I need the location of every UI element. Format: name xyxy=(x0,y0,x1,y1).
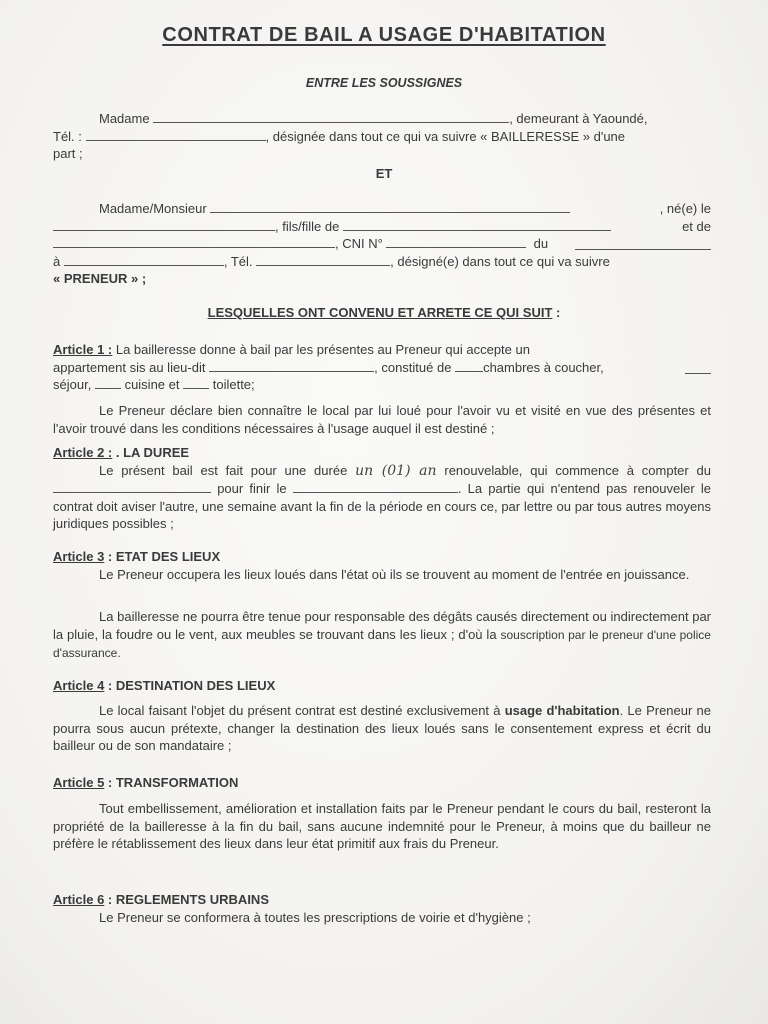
tenant-du-label: du xyxy=(533,236,549,251)
tenant-block xyxy=(53,200,711,288)
article-1-kitchen-blank xyxy=(95,377,121,389)
article-4-text-b: . Le Preneur ne pourra sous aucun prétexte, changer la destination des lieux loués sans le consentement express et écrit du bailleur ou de son mandataire ; xyxy=(53,703,711,753)
lessor-label: Madame xyxy=(99,111,150,126)
tenant-tel-blank xyxy=(256,254,390,266)
article-4-text-a: Le local faisant l'objet du présent contrat est destiné exclusivement à xyxy=(99,703,501,718)
tenant-father-blank xyxy=(343,219,611,231)
article-1-toilet: toilette; xyxy=(212,377,255,392)
tenant-label: Madame/Monsieur xyxy=(99,201,207,216)
article-1-location-blank xyxy=(209,360,374,372)
lessor-part: part ; xyxy=(53,146,83,161)
article-4 xyxy=(53,677,711,695)
article-1-label: Article 1 : xyxy=(53,342,113,357)
lessor-block xyxy=(53,110,711,163)
article-2-label: Article 2 : xyxy=(53,445,113,460)
handwritten-duration: un (01) an xyxy=(355,462,437,479)
article-3 xyxy=(53,548,711,583)
article-2-text-b: renouvelable, qui commence à compter du xyxy=(444,462,711,478)
tenant-mother-blank xyxy=(53,236,335,248)
tenant-born: , né(e) le xyxy=(659,201,711,216)
article-5 xyxy=(53,774,711,792)
and-separator: ET xyxy=(375,166,393,181)
article-3-para-2-end: souscription par le preneur d'une police d'assurance. xyxy=(53,627,711,660)
article-1-para-2-text: Le Preneur déclare bien connaître le local par lui loué pour l'avoir vu et visité en vue des présentes et l'avoir trouvé dans les conditions nécessaires à l'usage auquel il est destiné ; xyxy=(53,403,711,436)
article-2-text-c: pour finir le xyxy=(217,481,287,496)
article-2-end-blank xyxy=(293,481,458,493)
article-3-para-2 xyxy=(53,608,711,663)
lessor-name-blank xyxy=(153,111,509,123)
tenant-cni-label: , CNI N° xyxy=(335,236,383,251)
article-5-text: Tout embellissement, amélioration et installation faits par le Preneur pendant le cours du bail, resteront la propriété de la bailleresse à la fin du bail, sans aucune indemnité pour le Preneur, à moins que du bailleur ne préfère le rétablissement des lieux dans leur état primitif aux frais du Preneur. xyxy=(53,801,711,851)
article-3-label: Article 3 xyxy=(53,549,105,564)
parties-subtitle: ENTRE LES SOUSSIGNES xyxy=(305,76,463,90)
article-1-living-blank xyxy=(685,362,711,374)
tenant-tel-label: , Tél. xyxy=(223,253,253,269)
article-1 xyxy=(53,341,711,394)
article-4-usage: usage d'habitation xyxy=(504,703,620,718)
article-3-heading: : ETAT DES LIEUX xyxy=(104,549,221,564)
article-4-body xyxy=(53,702,711,755)
article-1-location: appartement sis au lieu-dit xyxy=(53,359,206,375)
article-1-composed: , constitué de xyxy=(374,359,452,375)
article-5-label: Article 5 xyxy=(53,775,105,790)
lessor-residence: , demeurant à Yaoundé, xyxy=(509,111,648,126)
document-title: CONTRAT DE BAIL A USAGE D'HABITATION xyxy=(162,24,606,46)
article-1-text: La bailleresse donne à bail par les présentes au Preneur qui accepte un xyxy=(112,342,530,357)
tenant-and-of: et de xyxy=(682,218,711,234)
article-1-para-2 xyxy=(53,402,711,437)
tenant-name-blank xyxy=(210,201,570,213)
article-4-label: Article 4 xyxy=(53,678,105,693)
article-2-start-blank xyxy=(53,481,211,493)
tenant-birth-blank xyxy=(53,219,275,231)
article-5-heading: : TRANSFORMATION xyxy=(104,775,239,790)
article-2 xyxy=(53,444,711,533)
article-1-kitchen: cuisine et xyxy=(124,377,180,392)
article-5-body xyxy=(53,800,711,853)
article-3-para-2-text: La bailleresse ne pourra être tenue pour responsable des dégâts causés directement ou indirectement par la pluie, la foudre ou le vent, aux meubles se trouvant dans les lieux ; d'où la xyxy=(53,609,711,642)
tenant-designation: , désigné(e) dans tout ce qui va suivre xyxy=(390,253,610,269)
article-1-bedrooms: chambres à coucher, xyxy=(483,359,604,375)
article-3-para-1: Le Preneur occupera les lieux loués dans l'état où ils se trouvent au moment de l'entrée en jouissance. xyxy=(99,566,690,582)
tenant-a-label: à xyxy=(53,253,61,269)
article-1-toilet-blank xyxy=(183,377,209,389)
article-1-living: séjour, xyxy=(53,377,92,392)
article-2-text-a: Le présent bail est fait pour une durée xyxy=(99,462,348,478)
article-6 xyxy=(53,891,711,926)
article-6-label: Article 6 xyxy=(53,892,105,907)
tenant-place-blank xyxy=(64,254,224,266)
tenant-preneur: « PRENEUR » ; xyxy=(53,271,147,286)
tenant-child-of: , fils/fille de xyxy=(275,218,340,234)
lessor-designation: , désignée dans tout ce qui va suivre « BAILLERESSE » d'une xyxy=(265,128,626,144)
lessor-tel-label: Tél. : xyxy=(53,128,82,144)
article-6-text: Le Preneur se conformera à toutes les prescriptions de voirie et d'hygiène ; xyxy=(99,909,531,925)
tenant-cni-blank xyxy=(386,236,526,248)
article-2-text-d: . La partie qui n'entend pas renouveler le contrat doit aviser l'autre, une semaine avant la fin de la période en cours ce, par lettre ou par tous autres moyens juridiques possibles ; xyxy=(53,481,711,531)
lessor-tel-blank xyxy=(86,129,266,141)
article-1-bedrooms-blank xyxy=(455,360,483,372)
agreement-heading: LESQUELLES ONT CONVENU ET ARRETE CE QUI SUIT : xyxy=(207,305,561,320)
article-4-heading: : DESTINATION DES LIEUX xyxy=(104,678,276,693)
article-6-heading: : REGLEMENTS URBAINS xyxy=(104,892,269,907)
article-2-heading: . LA DUREE xyxy=(112,445,190,460)
tenant-cni-date-blank xyxy=(575,238,711,250)
